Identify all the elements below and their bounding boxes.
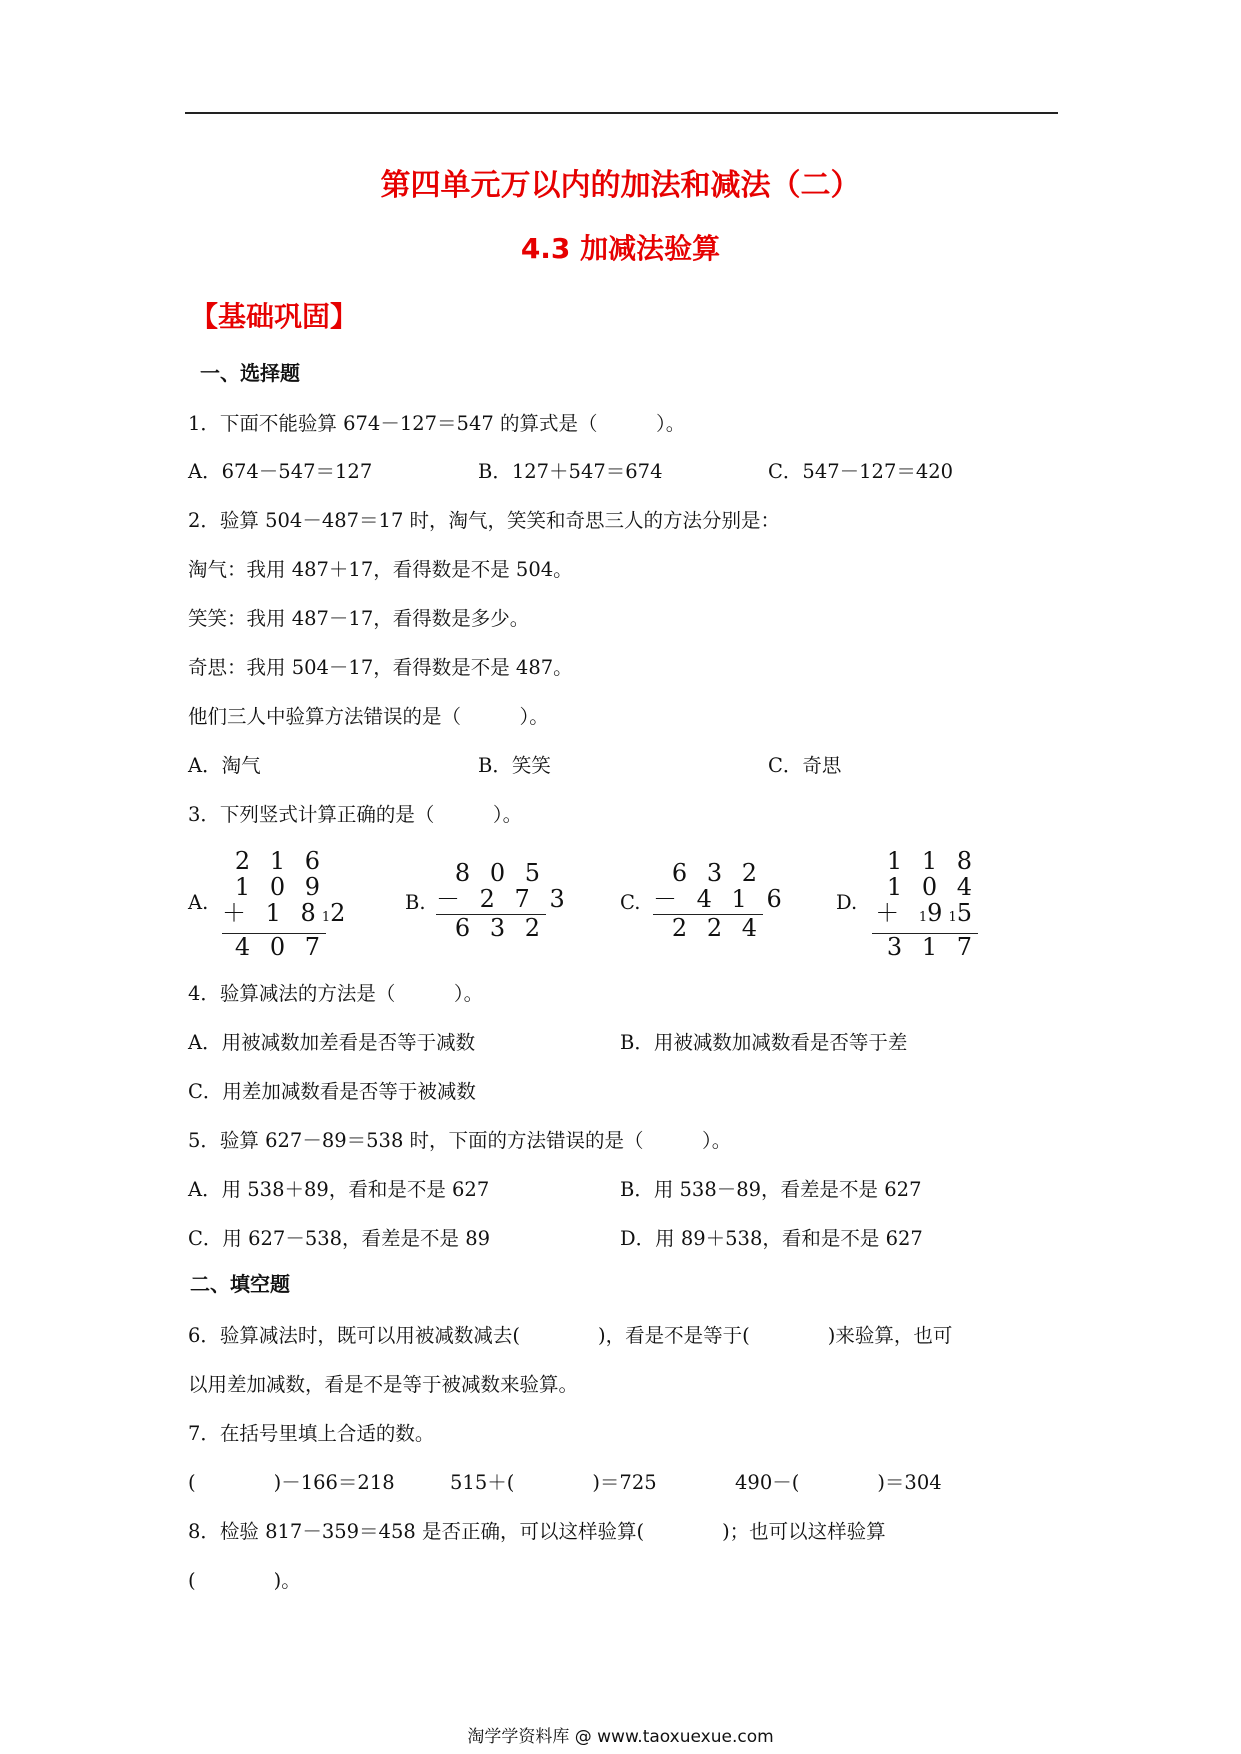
q3-b-result: 6 3 2 <box>454 914 546 942</box>
q2-line-qisi: 奇思：我用 504－17，看得数是不是 487。 <box>188 656 573 679</box>
carry-mark: 1 <box>918 910 928 925</box>
page-subtitle: 4.3 加减法验算 <box>520 232 721 265</box>
q3-label-a: A. <box>188 891 209 914</box>
question-1: 1．下面不能验算 674－127＝547 的算式是（ ）。 <box>188 412 686 435</box>
q3-d-row3: ＋ 1915 <box>875 899 978 927</box>
q7-item-2: 515＋( )＝725 <box>450 1471 657 1494</box>
part-fill-heading: 二、填空题 <box>190 1272 290 1296</box>
q2-line-xiaoxiao: 笑笑：我用 487－17，看得数是多少。 <box>188 607 530 630</box>
page-footer: 淘学学资料库 @ www.taoxuexue.com <box>467 1727 774 1747</box>
question-3: 3．下列竖式计算正确的是（ ）。 <box>188 803 523 826</box>
plus-sign: ＋ <box>222 899 252 927</box>
q1-option-c: C．547－127＝420 <box>768 460 954 483</box>
question-5: 5．验算 627－89＝538 时，下面的方法错误的是（ ）。 <box>188 1129 732 1152</box>
q3-vertical-d <box>872 848 978 960</box>
q3-b-row1: 8 0 5 <box>454 859 546 887</box>
q3-vertical-a <box>222 847 352 961</box>
question-8-line1: 8．检验 817－359＝458 是否正确，可以这样验算( )；也可以这样验算 <box>188 1520 886 1543</box>
q3-c-row2: － 4 1 6 <box>653 885 788 913</box>
q3-vertical-c <box>653 859 788 942</box>
q4-option-a: A．用被减数加差看是否等于减数 <box>188 1031 476 1054</box>
q3-b-row2: － 2 7 3 <box>436 885 571 913</box>
q3-label-d: D. <box>836 891 858 914</box>
q3-vertical-b <box>436 859 571 942</box>
minus-sign: － <box>653 885 683 913</box>
question-6-line2: 以用差加减数，看是不是等于被减数来验算。 <box>188 1373 579 1396</box>
q5-option-c: C．用 627－538，看差是不是 89 <box>188 1227 491 1250</box>
carry-mark: 1 <box>948 910 957 925</box>
q7-item-3: 490－( )＝304 <box>735 1471 942 1494</box>
question-7: 7．在括号里填上合适的数。 <box>188 1422 435 1445</box>
q2-line-ask: 他们三人中验算方法错误的是（ ）。 <box>188 705 549 728</box>
q3-a-row2: 1 0 9 <box>234 873 326 901</box>
q3-a-result: 4 0 7 <box>234 933 326 961</box>
q5-option-b: B．用 538－89，看差是不是 627 <box>620 1178 922 1201</box>
q3-d-row2: 1 0 4 <box>886 873 978 901</box>
q1-option-b: B．127＋547＝674 <box>478 460 663 483</box>
q3-c-result: 2 2 4 <box>671 914 763 942</box>
top-rule <box>185 112 1058 114</box>
q5-option-d: D．用 89＋538，看和是不是 627 <box>620 1227 923 1250</box>
part-choice-heading: 一、选择题 <box>200 361 300 385</box>
question-4: 4．验算减法的方法是（ ）。 <box>188 982 484 1005</box>
q4-option-c: C．用差加减数看是否等于被减数 <box>188 1080 476 1103</box>
minus-sign: － <box>436 885 466 913</box>
q2-option-c: C．奇思 <box>768 754 842 777</box>
q3-a-row3: ＋ 1 812 <box>222 899 352 927</box>
q3-a-row1: 2 1 6 <box>234 847 326 875</box>
q3-c-row1: 6 3 2 <box>671 859 763 887</box>
q4-option-b: B．用被减数加减数看是否等于差 <box>620 1031 908 1054</box>
page-title: 第四单元万以内的加法和减法（二） <box>380 168 861 203</box>
q3-label-b: B. <box>405 891 426 914</box>
plus-sign: ＋ <box>875 899 906 927</box>
q3-d-result: 3 1 7 <box>886 933 978 961</box>
question-8-line2: ( )。 <box>188 1569 301 1592</box>
question-2: 2．验算 504－487＝17 时，淘气，笑笑和奇思三人的方法分别是： <box>188 509 781 532</box>
q3-label-c: C. <box>620 891 641 914</box>
section-title: 【基础巩固】 <box>190 300 359 333</box>
q1-option-a: A．674－547＝127 <box>188 460 373 483</box>
carry-mark: 1 <box>321 910 331 925</box>
q3-d-row1: 1 1 8 <box>886 847 978 875</box>
q2-line-taoqi: 淘气：我用 487＋17，看得数是不是 504。 <box>188 558 573 581</box>
q2-option-b: B．笑笑 <box>478 754 551 777</box>
q5-option-a: A．用 538＋89，看和是不是 627 <box>188 1178 490 1201</box>
q7-item-1: ( )－166＝218 <box>188 1471 395 1494</box>
q2-option-a: A．淘气 <box>188 754 261 777</box>
question-6-line1: 6．验算减法时，既可以用被减数减去( )，看是不是等于( )来验算，也可 <box>188 1324 953 1347</box>
